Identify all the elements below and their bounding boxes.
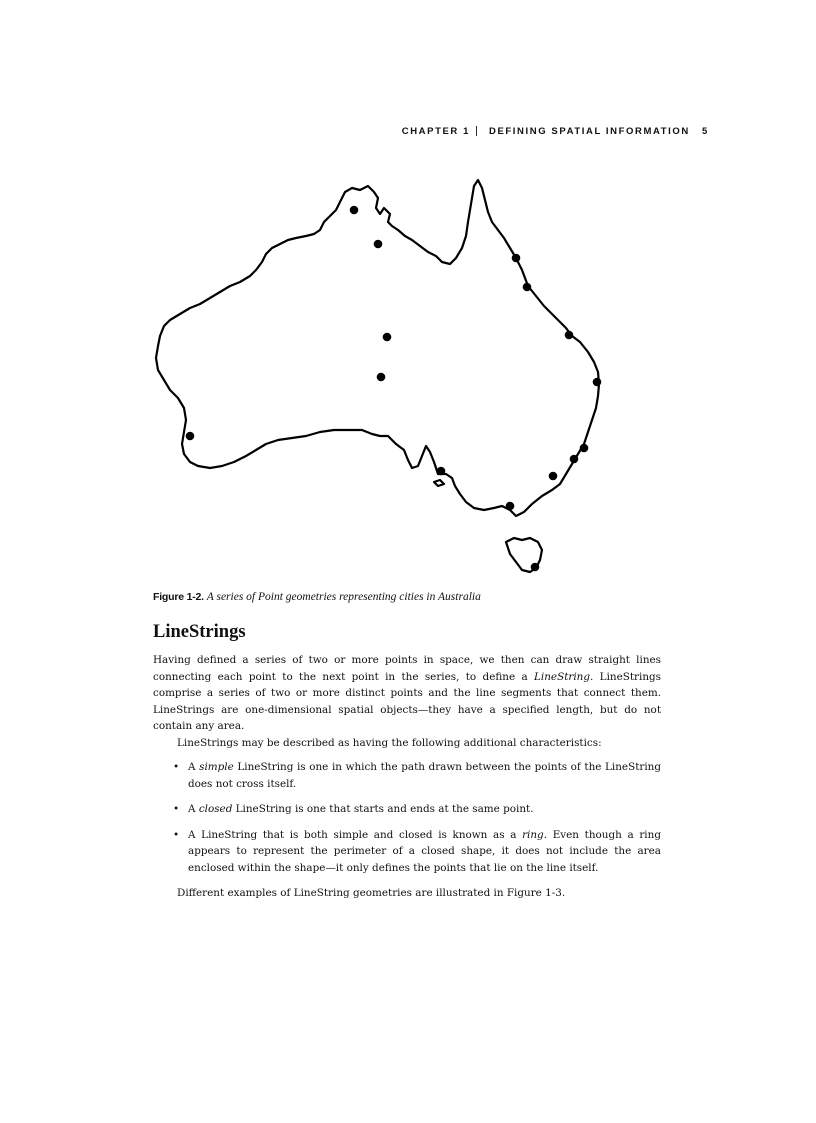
australia-mainland-outline bbox=[156, 180, 599, 516]
list-item: • A simple LineString is one in which the path drawn between the points of the LineString does not cross itself. bbox=[173, 761, 662, 790]
list-item: • A closed LineString is one that starts and ends at the same point. bbox=[173, 801, 661, 818]
city-point bbox=[374, 240, 383, 249]
page-number: 5 bbox=[702, 126, 708, 137]
city-point bbox=[570, 455, 579, 464]
figure-label: Figure 1-2. bbox=[153, 591, 204, 603]
section-label: DEFINING SPATIAL INFORMATION bbox=[489, 126, 690, 137]
list-item: • A LineString that is both simple and closed is known as a ring. Even though a ring appears to represent the perimeter of a closed shape, it does not include the area enclosed within the shape—it only defines the points that lie on the line itself. bbox=[173, 828, 661, 874]
city-point bbox=[383, 333, 392, 342]
city-point bbox=[580, 444, 589, 453]
term-linestring: LineString bbox=[534, 670, 591, 683]
kangaroo-island-outline bbox=[434, 480, 444, 486]
city-point bbox=[350, 206, 359, 215]
body-text bbox=[153, 652, 661, 902]
lead-in-paragraph: LineStrings may be described as having the following additional characteristics: bbox=[177, 736, 602, 749]
city-point bbox=[565, 331, 574, 340]
city-point bbox=[512, 254, 521, 263]
city-point bbox=[549, 472, 558, 481]
chapter-label: CHAPTER 1 bbox=[401, 126, 470, 137]
bullet-icon: • bbox=[173, 761, 180, 773]
figure-caption bbox=[153, 591, 673, 603]
city-point bbox=[437, 467, 446, 476]
city-point bbox=[377, 373, 386, 382]
city-point bbox=[593, 378, 602, 387]
figure-caption-text: A series of Point geometries representing cities in Australia bbox=[206, 591, 481, 603]
bullet-icon: • bbox=[173, 828, 180, 841]
closing-paragraph: Different examples of LineString geometries are illustrated in Figure 1-3. bbox=[177, 887, 566, 899]
section-heading: LineStrings bbox=[153, 622, 246, 642]
bullet-icon: • bbox=[173, 803, 180, 815]
header-separator bbox=[476, 126, 477, 136]
running-head bbox=[0, 126, 816, 140]
city-point bbox=[523, 283, 532, 292]
city-point bbox=[506, 502, 515, 511]
intro-paragraph: Having defined a series of two or more points in space, we then can draw straight lines connecting each point to the next point in the series, to define a LineString. LineStrings comprise a series of two or more distinct points and the line segments that connect them. LineStrings are one-dimensional spatial objects—they have a specified length, but do not contain any area. bbox=[153, 654, 661, 732]
city-point bbox=[186, 432, 195, 441]
characteristics-list bbox=[153, 759, 661, 876]
australia-map-figure bbox=[150, 170, 620, 580]
city-point bbox=[531, 563, 540, 572]
